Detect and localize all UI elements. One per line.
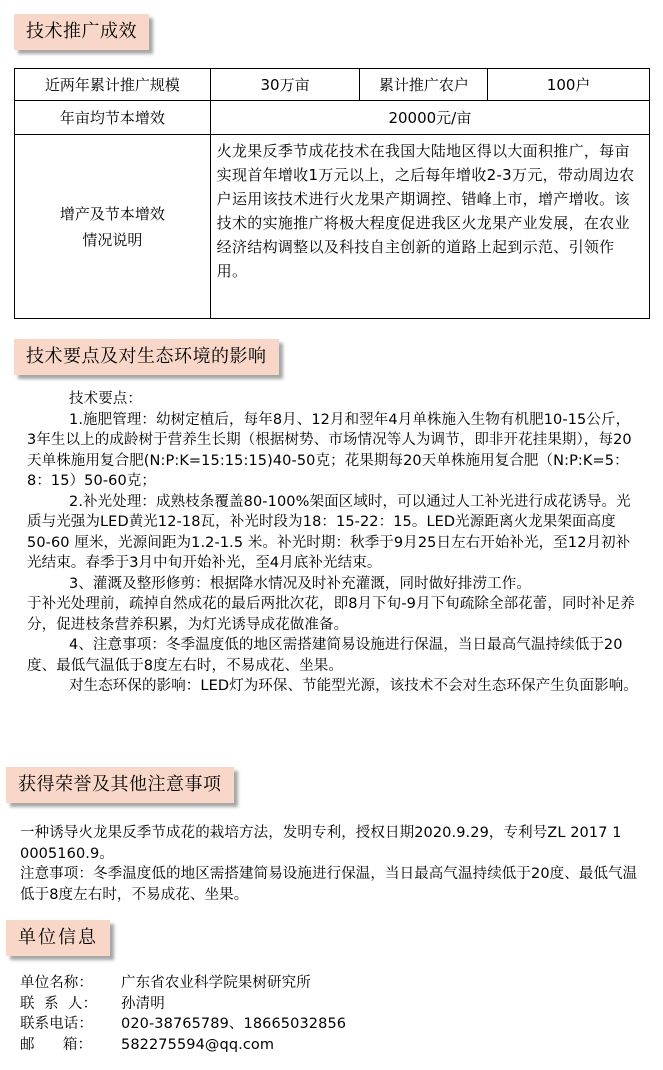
annual-benefit-label: 年亩均节本增效 [15, 101, 211, 135]
key-points-body [27, 389, 639, 697]
unit-email-row [20, 1035, 640, 1056]
unit-email-label: 邮 箱： [20, 1036, 93, 1053]
honor-patent: 一种诱导火龙果反季节成花的栽培方法，发明专利，授权日期2020.9.29，专利号ZL 2017 1 0005160.9。 [20, 825, 622, 862]
table-row [15, 69, 650, 101]
benefit-description-label-line1: 增产及节本增效 [59, 204, 165, 223]
honors-body [20, 823, 638, 905]
benefit-description-text: 火龙果反季节成花技术在我国大陆地区得以大面积推广，每亩实现首年增收1万元以上，之后每年增收2-3万元，带动周边农户运用该技术进行火龙果产期调控、错峰上市，增产增收。该技术的实施推广将极大程度促进我区火龙果产业发展，在农业经济结构调整以及科技自主创新的道路上起到示范、引领作用。 [210, 135, 649, 319]
key-point-precautions: 4、注意事项：冬季温度低的地区需搭建简易设施进行保温，当日最高气温持续低于20度、最低气温低于8度左右时，不易成花、坐果。 [27, 637, 623, 674]
annual-benefit-value: 20000元/亩 [210, 101, 649, 135]
table-row [15, 135, 650, 319]
key-point-lighting: 2.补光处理：成熟枝条覆盖80-100%架面区域时，可以通过人工补光进行成花诱导。光质与光强为LED黄光12-18瓦，补光时段为18：15-22：15。LED光源距离火龙果架面高度50-60 厘米，光源间距为1.2-1.5 米。补光时期：秋季于9月25日左右开始补光，至12月初补光结束。春季于3月中旬开始补光，至4月底补光结束。 [27, 493, 631, 571]
promotion-scale-value: 30万亩 [210, 69, 360, 101]
section-title-unit: 单位信息 [6, 920, 110, 956]
unit-phone-value: 020-38765789、18665032856 [121, 1016, 347, 1032]
unit-contact-value: 孙清明 [121, 995, 165, 1012]
farmers-count-value: 100户 [488, 69, 650, 101]
unit-email-value: 582275594@qq.com [121, 1036, 275, 1053]
key-point-eco-impact: 对生态环保的影响：LED灯为环保、节能型光源，该技术不会对生态环保产生负面影响。 [69, 678, 638, 694]
unit-contact-row [20, 994, 640, 1015]
key-points-intro: 技术要点： [69, 391, 142, 407]
unit-phone-row [20, 1014, 640, 1035]
key-point-irrigation-detail: 于补光处理前，疏掉自然成花的最后两批次花，即8月下旬-9月下旬疏除全部花蕾，同时补足养分，促进枝条营养积累，为灯光诱导成花做准备。 [27, 596, 635, 633]
section-title-effect: 技术推广成效 [14, 14, 149, 50]
unit-name-label: 单位名称： [20, 975, 93, 991]
unit-info [20, 973, 640, 1055]
promotion-scale-label: 近两年累计推广规模 [15, 69, 211, 101]
unit-name-value: 广东省农业科学院果树研究所 [121, 975, 311, 991]
honor-precautions: 注意事项：冬季温度低的地区需搭建简易设施进行保温，当日最高气温持续低于20度、最低气温低于8度左右时，不易成花、坐果。 [20, 866, 638, 903]
key-point-fertilization: 1.施肥管理：幼树定植后，每年8月、12月和翌年4月单株施入生物有机肥10-15公斤，3年生以上的成龄树于营养生长期（根据树势、市场情况等人为调节，即非开花挂果期），每20天单株施用复合肥(N:P:K=15:15:15)40-50克；花果期每20天单株施用复合肥（N:P:K=5：8：15）50-60克； [27, 411, 632, 489]
benefit-description-label-line2: 情况说明 [82, 230, 143, 249]
key-point-irrigation: 3、灌溉及整形修剪：根据降水情况及时补充灌溉，同时做好排涝工作。 [69, 575, 531, 592]
farmers-count-label: 累计推广农户 [360, 69, 488, 101]
unit-phone-label: 联系电话： [20, 1016, 93, 1032]
effect-table [14, 68, 650, 319]
unit-name-row [20, 973, 640, 994]
unit-contact-label: 联 系 人： [20, 995, 98, 1012]
section-title-honors: 获得荣誉及其他注意事项 [6, 767, 234, 803]
benefit-description-label [15, 135, 211, 319]
table-row [15, 101, 650, 135]
section-title-key-points: 技术要点及对生态环境的影响 [14, 339, 279, 375]
